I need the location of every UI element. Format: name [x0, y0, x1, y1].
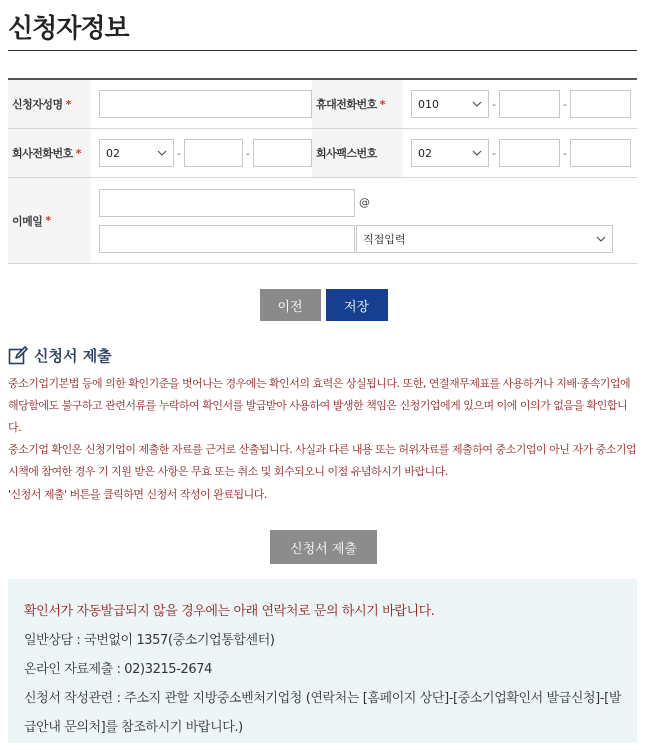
email-local-input[interactable] [99, 189, 355, 217]
submit-section-header [8, 345, 112, 366]
mobile-cell [403, 80, 637, 128]
submit-section-title: 신청서 제출 [34, 347, 112, 365]
company-fax-prefix-select[interactable]: 02 [411, 139, 489, 167]
title-divider [8, 50, 637, 51]
dash: - [492, 97, 496, 111]
prev-button[interactable]: 이전 [260, 289, 321, 321]
company-phone-label: 회사전화번호 * [8, 129, 91, 177]
save-button[interactable]: 저장 [326, 289, 388, 321]
company-fax-label: 회사팩스번호 [312, 129, 403, 177]
info-warning: 확인서가 자동발급되지 않을 경우에는 아래 연락처로 문의 하시기 바랍니다. [24, 604, 435, 619]
company-fax-cell [403, 129, 637, 177]
chevron-down-icon [472, 101, 482, 107]
edit-icon [8, 346, 28, 366]
mobile-last-input[interactable] [570, 90, 631, 118]
required-mark: * [65, 97, 71, 111]
mobile-label: 휴대전화번호 * [312, 80, 403, 128]
submit-application-button[interactable]: 신청서 제출 [270, 530, 377, 564]
info-application-help: 신청서 작성관련 : 주소지 관할 지방중소벤처기업청 (연락처는 [홈페이지 상단]-[중소기업확인서 발급신청]-[발급안내 문의처]를 참조하시기 바랍니다.) [24, 691, 621, 735]
dash: - [562, 97, 567, 111]
required-mark: * [75, 146, 82, 160]
email-local-line [99, 189, 370, 217]
page-title: 신청자정보 [8, 14, 129, 44]
form-row-email [8, 178, 637, 264]
dash: - [492, 146, 496, 160]
email-label: 이메일 * [8, 178, 91, 263]
dash: - [245, 146, 250, 160]
form-row-phone-fax [8, 129, 637, 178]
company-phone-prefix-select[interactable]: 02 [99, 139, 174, 167]
applicant-name-label: 신청자성명 * [8, 80, 91, 128]
mobile-mid-input[interactable] [499, 90, 560, 118]
info-online-submit: 온라인 자료제출 : 02)3215-2674 [24, 662, 212, 677]
notice-submit-complete: '신청서 제출' 버튼을 클릭하면 신청서 작성이 완료됩니다. [8, 488, 267, 501]
chevron-down-icon [157, 150, 167, 156]
at-sign: @ [359, 196, 370, 209]
notice-validity: 중소기업기본법 등에 의한 확인기준을 벗어나는 경우에는 확인서의 효력은 상실됩니다. 또한, 연결재무제표를 사용하거나 지배·종속기업에 해당함에도 불구하고 관련서류를 누락하여 확인서를 발급받아 사용하여 발생한 책임은 신청기업에게 있으며 이에 이의가 없음을 확인합니다. [8, 377, 631, 434]
applicant-name-cell [91, 80, 312, 128]
contact-info-box [8, 579, 637, 743]
dash: - [562, 146, 567, 160]
form-row-name-mobile [8, 80, 637, 129]
dash: - [176, 146, 181, 160]
company-fax-last-input[interactable] [570, 139, 631, 167]
company-fax-mid-input[interactable] [499, 139, 560, 167]
chevron-down-icon [596, 236, 606, 242]
required-mark: * [379, 97, 386, 111]
required-mark: * [45, 214, 51, 227]
email-domain-line [99, 225, 613, 253]
email-cell [91, 178, 637, 263]
mobile-prefix-select[interactable]: 010 [411, 90, 489, 118]
company-phone-last-input[interactable] [253, 139, 312, 167]
company-phone-cell [91, 129, 312, 177]
chevron-down-icon [472, 150, 482, 156]
email-domain-select[interactable]: 직접입력 [356, 225, 613, 253]
applicant-name-input[interactable] [99, 90, 312, 118]
notice-false-data: 중소기업 확인은 신청기업이 제출한 자료를 근거로 산출됩니다. 사실과 다른 내용 또는 허위자료를 제출하여 중소기업이 아닌 자가 중소기업 시책에 참여한 경우 기 지원 받은 사항은 무효 또는 취소 및 회수되오니 이점 유념하시기 바랍니다. [8, 443, 637, 478]
submit-button-wrap [0, 530, 647, 564]
company-phone-mid-input[interactable] [184, 139, 243, 167]
applicant-form [8, 78, 637, 264]
email-domain-input[interactable] [99, 225, 355, 253]
form-action-buttons [0, 289, 647, 321]
info-general-consult: 일반상담 : 국번없이 1357(중소기업통합센터) [24, 633, 275, 648]
